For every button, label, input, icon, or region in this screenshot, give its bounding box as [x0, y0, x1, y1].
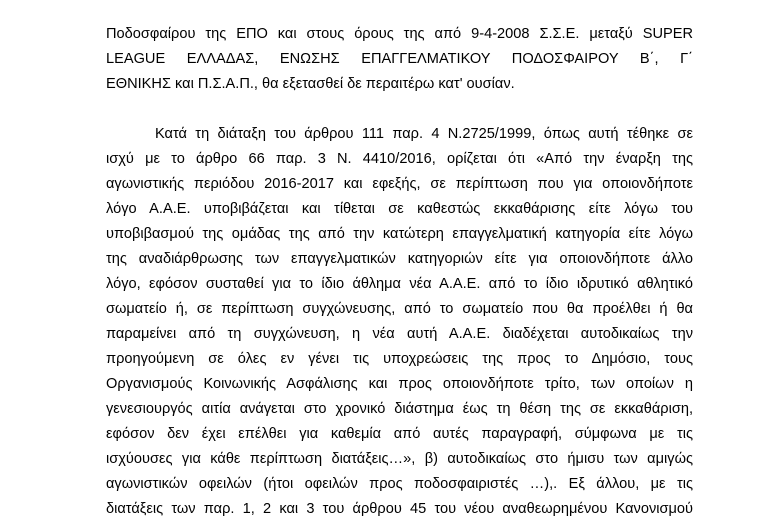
- paragraph2-line-15: αγωνιστικών οφειλών (ήτοι οφειλών προς ποδοσφαιριστές …),. Εξ άλλου, με τις: [106, 476, 693, 492]
- paragraph2-line-8: σωματείο ή, σε περίπτωση συγχώνευσης, από το σωματείο που θα προέλθει ή θα: [106, 301, 693, 317]
- paragraph2-line-6: της αναδιάρθρωσης των επαγγελματικών κατηγοριών είτε για οποιονδήποτε άλλο: [106, 251, 693, 267]
- paragraph2-line-5: υποβιβασμού της ομάδας της από την κατώτερη επαγγελματική κατηγορία είτε λόγω: [106, 226, 693, 242]
- paragraph2-line-2: ισχύ με το άρθρο 66 παρ. 3 Ν. 4410/2016, ορίζεται ότι «Από την έναρξη της: [106, 151, 693, 167]
- paragraph2-line-4: λόγο Α.Α.Ε. υποβιβάζεται και τίθεται σε καθεστώς εκκαθάρισης είτε λόγω του: [106, 201, 693, 217]
- paragraph2-line-14: ισχύουσες για κάθε περίπτωση διατάξεις…», β) αυτοδικαίως στο ήμισυ των αμιγώς: [106, 451, 693, 467]
- paragraph2-line-12: γενεσιουργός αιτία ανάγεται στο χρονικό διάστημα έως τη θέση της σε εκκαθάριση,: [106, 401, 693, 417]
- paragraph1-line-3: ΕΘΝΙΚΗΣ και Π.Σ.Α.Π., θα εξετασθεί δε περαιτέρω κατ' ουσίαν.: [106, 76, 515, 92]
- paragraph2-line-16: διατάξεις των παρ. 1, 2 και 3 του άρθρου 45 του νέου αναθεωρημένου Κανονισμού: [106, 501, 693, 517]
- paragraph1-line-1: Ποδοσφαίρου της ΕΠΟ και στους όρους της από 9-4-2008 Σ.Σ.Ε. μεταξύ SUPER: [106, 26, 693, 42]
- paragraph2-line-1: Κατά τη διάταξη του άρθρου 111 παρ. 4 Ν.2725/1999, όπως αυτή τέθηκε σε: [155, 126, 693, 142]
- paragraph2-line-9: παραμείνει από τη συγχώνευση, η νέα αυτή Α.Α.Ε. διαδέχεται αυτοδικαίως την: [106, 326, 693, 342]
- paragraph2-line-7: λόγο, εφόσον συσταθεί για το ίδιο άθλημα νέα Α.Α.Ε. από το ίδιο ιδρυτικό αθλητικό: [106, 276, 693, 292]
- paragraph2-line-11: Οργανισμούς Κοινωνικής Ασφάλισης και προς οποιονδήποτε τρίτο, των οποίων η: [106, 376, 693, 392]
- paragraph2-line-13: εφόσον δεν έχει επέλθει για καθεμία από αυτές παραγραφή, σύμφωνα με τις: [106, 426, 693, 442]
- paragraph2-line-10: προηγούμενη σε όλες εν γένει τις υποχρεώσεις της προς το Δημόσιο, τους: [106, 351, 693, 367]
- paragraph2-line-3: αγωνιστικής περιόδου 2016-2017 και εφεξής, σε περίπτωση που για οποιονδήποτε: [106, 176, 693, 192]
- paragraph1-line-2: LEAGUE ΕΛΛΑΔΑΣ, ΕΝΩΣΗΣ ΕΠΑΓΓΕΛΜΑΤΙΚΟΥ ΠΟΔΟΣΦΑΙΡΟΥ Β΄, Γ΄: [106, 51, 693, 67]
